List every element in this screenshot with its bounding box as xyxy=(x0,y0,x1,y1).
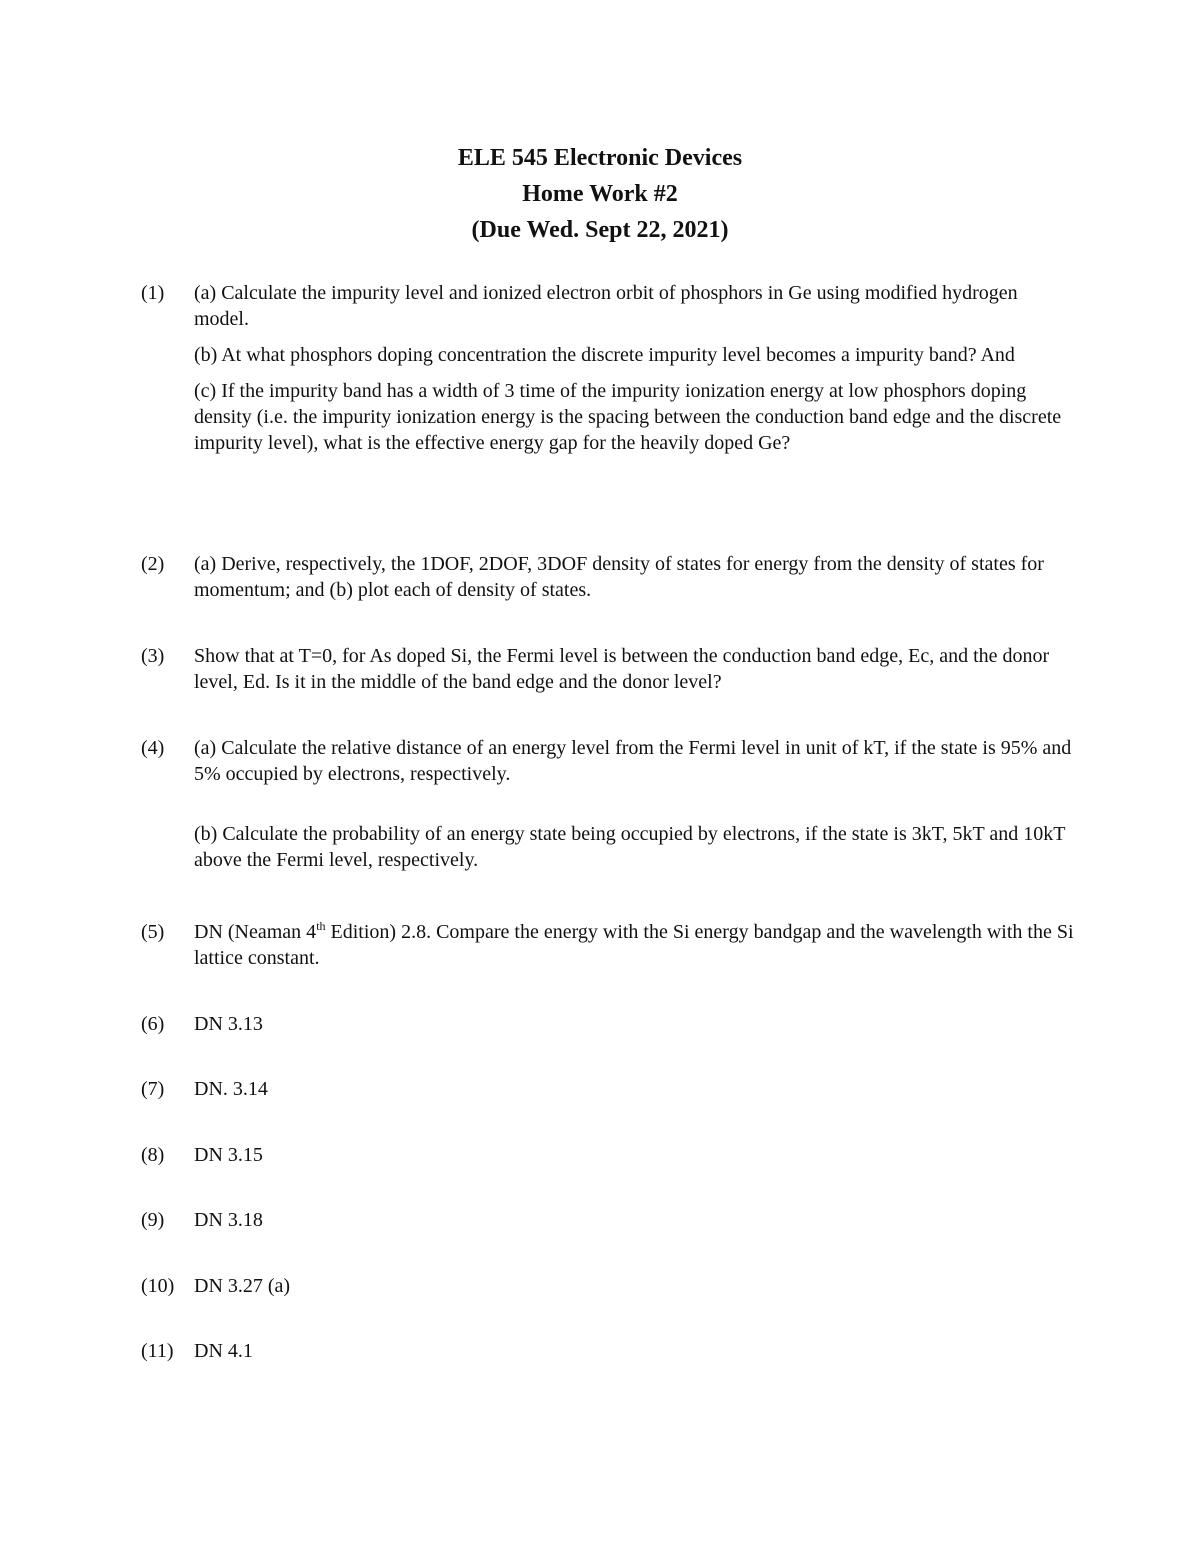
question-text: DN 3.27 (a) xyxy=(194,1275,291,1297)
question-text: (a) Derive, respectively, the 1DOF, 2DOF, 3DOF density of states for energy from the density of states for momentum; and (b) plot each of density of states. xyxy=(194,553,1044,601)
question-text: DN 3.18 xyxy=(194,1209,263,1231)
question-body xyxy=(194,551,1074,603)
question-text: DN 3.15 xyxy=(194,1144,263,1166)
question-number: (5) xyxy=(141,921,165,943)
question-number: (2) xyxy=(141,553,165,575)
question-text: DN 4.1 xyxy=(194,1340,253,1362)
question-number: (4) xyxy=(141,737,165,759)
question-number: (3) xyxy=(141,645,165,667)
question-text: DN. 3.14 xyxy=(194,1078,268,1100)
course-title: ELE 545 Electronic Devices xyxy=(457,145,743,171)
question-number: (10) xyxy=(141,1275,175,1297)
question-text-rest: Edition) 2.8. Compare the energy with the Si energy bandgap and the wavelength with the Si lattice constant. xyxy=(194,921,1074,969)
question-number: (9) xyxy=(141,1209,165,1231)
question-body xyxy=(194,280,1074,456)
question-part-b: (b) At what phosphors doping concentration the discrete impurity level becomes a impurity band? And xyxy=(194,344,1015,366)
assignment-title: Home Work #2 xyxy=(522,181,678,207)
question-part-a: (a) Calculate the relative distance of an energy level from the Fermi level in unit of kT, if the state is 95% and 5% occupied by electrons, respectively. xyxy=(194,737,1072,785)
question-text-start: DN (Neaman 4 xyxy=(194,921,317,943)
question-body xyxy=(194,735,1074,873)
question-body xyxy=(194,919,1074,971)
question-part-c: (c) If the impurity band has a width of 3 time of the impurity ionization energy at low phosphors doping density (i.e. the impurity ionization energy is the spacing between the conduction band edge and the discrete impurity level), what is the effective energy gap for the heavily doped Ge? xyxy=(194,380,1062,454)
question-part-a: (a) Calculate the impurity level and ionized electron orbit of phosphors in Ge using modified hydrogen model. xyxy=(194,282,1018,330)
question-part-b: (b) Calculate the probability of an energy state being occupied by electrons, if the state is 3kT, 5kT and 10kT above the Fermi level, respectively. xyxy=(194,823,1066,871)
question-number: (7) xyxy=(141,1078,165,1100)
question-number: (11) xyxy=(141,1340,174,1362)
question-number: (8) xyxy=(141,1144,165,1166)
question-body xyxy=(194,643,1074,695)
question-number: (6) xyxy=(141,1013,165,1035)
question-text: DN 3.13 xyxy=(194,1013,263,1035)
question-number: (1) xyxy=(141,282,165,304)
superscript-th: th xyxy=(316,919,326,933)
document-header xyxy=(0,140,1200,248)
due-date: (Due Wed. Sept 22, 2021) xyxy=(471,217,729,243)
question-text xyxy=(194,919,1074,971)
question-text: Show that at T=0, for As doped Si, the Fermi level is between the conduction band edge, Ec, and the donor level, Ed. Is it in the middle of the band edge and the donor level? xyxy=(194,645,1050,693)
